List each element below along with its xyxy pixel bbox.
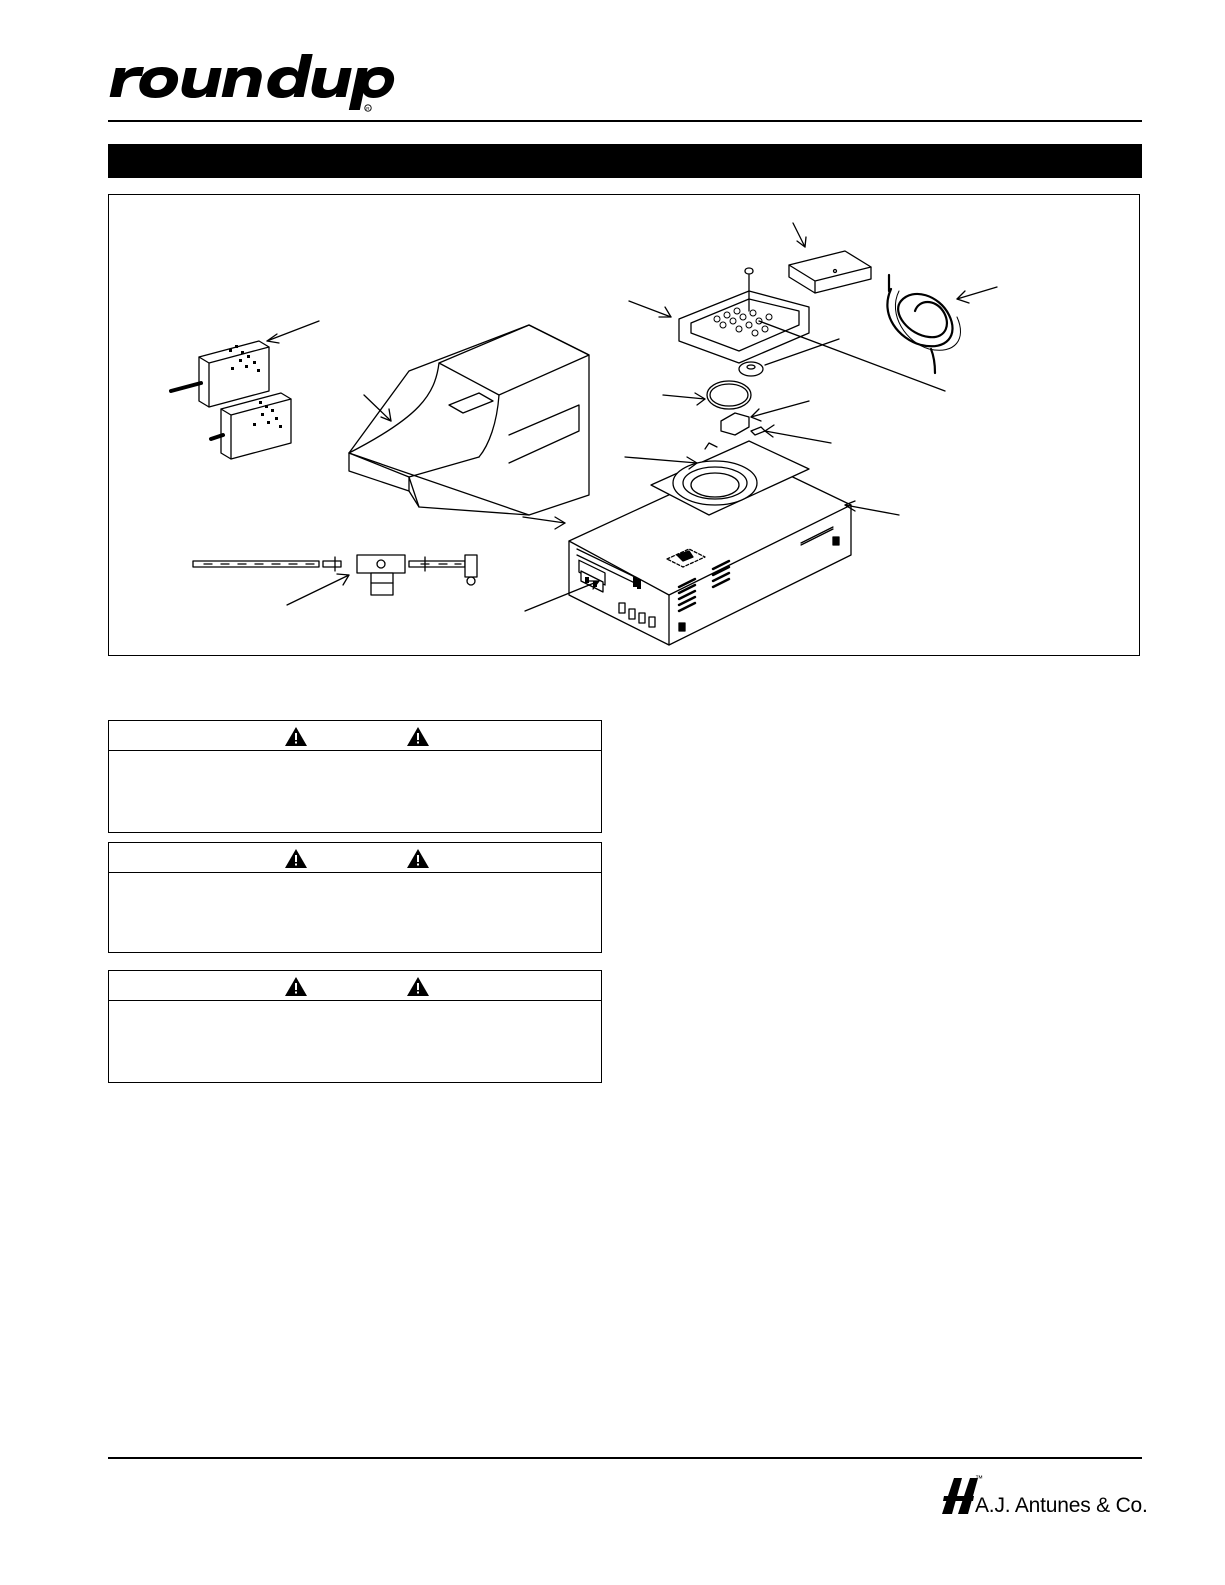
upper-tray (629, 268, 809, 363)
roundup-logo (106, 48, 406, 114)
warning-triangle-icon (285, 849, 307, 868)
company-brand (940, 1474, 1148, 1524)
warning-box-header (109, 971, 601, 1001)
footer-rule (108, 1457, 1142, 1459)
warning-triangle-icon (285, 727, 307, 746)
warning-triangle-icon (407, 849, 429, 868)
warning-triangle-icon (407, 977, 429, 996)
warning-box-3 (108, 970, 602, 1083)
chute (349, 325, 589, 515)
company-name: A.J. Antunes & Co. (975, 1494, 1148, 1517)
warning-box-1 (108, 720, 602, 833)
warning-box-header (109, 843, 601, 873)
trademark-symbol: ™ (975, 1474, 983, 1483)
header-rule (108, 120, 1142, 122)
svg-text:R: R (366, 106, 370, 111)
section-title-band (108, 144, 1142, 178)
mounting-rail (193, 555, 477, 605)
parts-diagram (108, 194, 1140, 656)
coiled-tubing (887, 275, 997, 373)
wire-baskets (171, 321, 319, 459)
latch (751, 425, 831, 443)
warning-box-2 (108, 842, 602, 953)
tray-lid (789, 223, 871, 293)
warning-box-header (109, 721, 601, 751)
warning-triangle-icon (407, 727, 429, 746)
o-ring (663, 381, 751, 409)
warning-triangle-icon (285, 977, 307, 996)
aj-antunes-logo-icon (940, 1474, 978, 1516)
